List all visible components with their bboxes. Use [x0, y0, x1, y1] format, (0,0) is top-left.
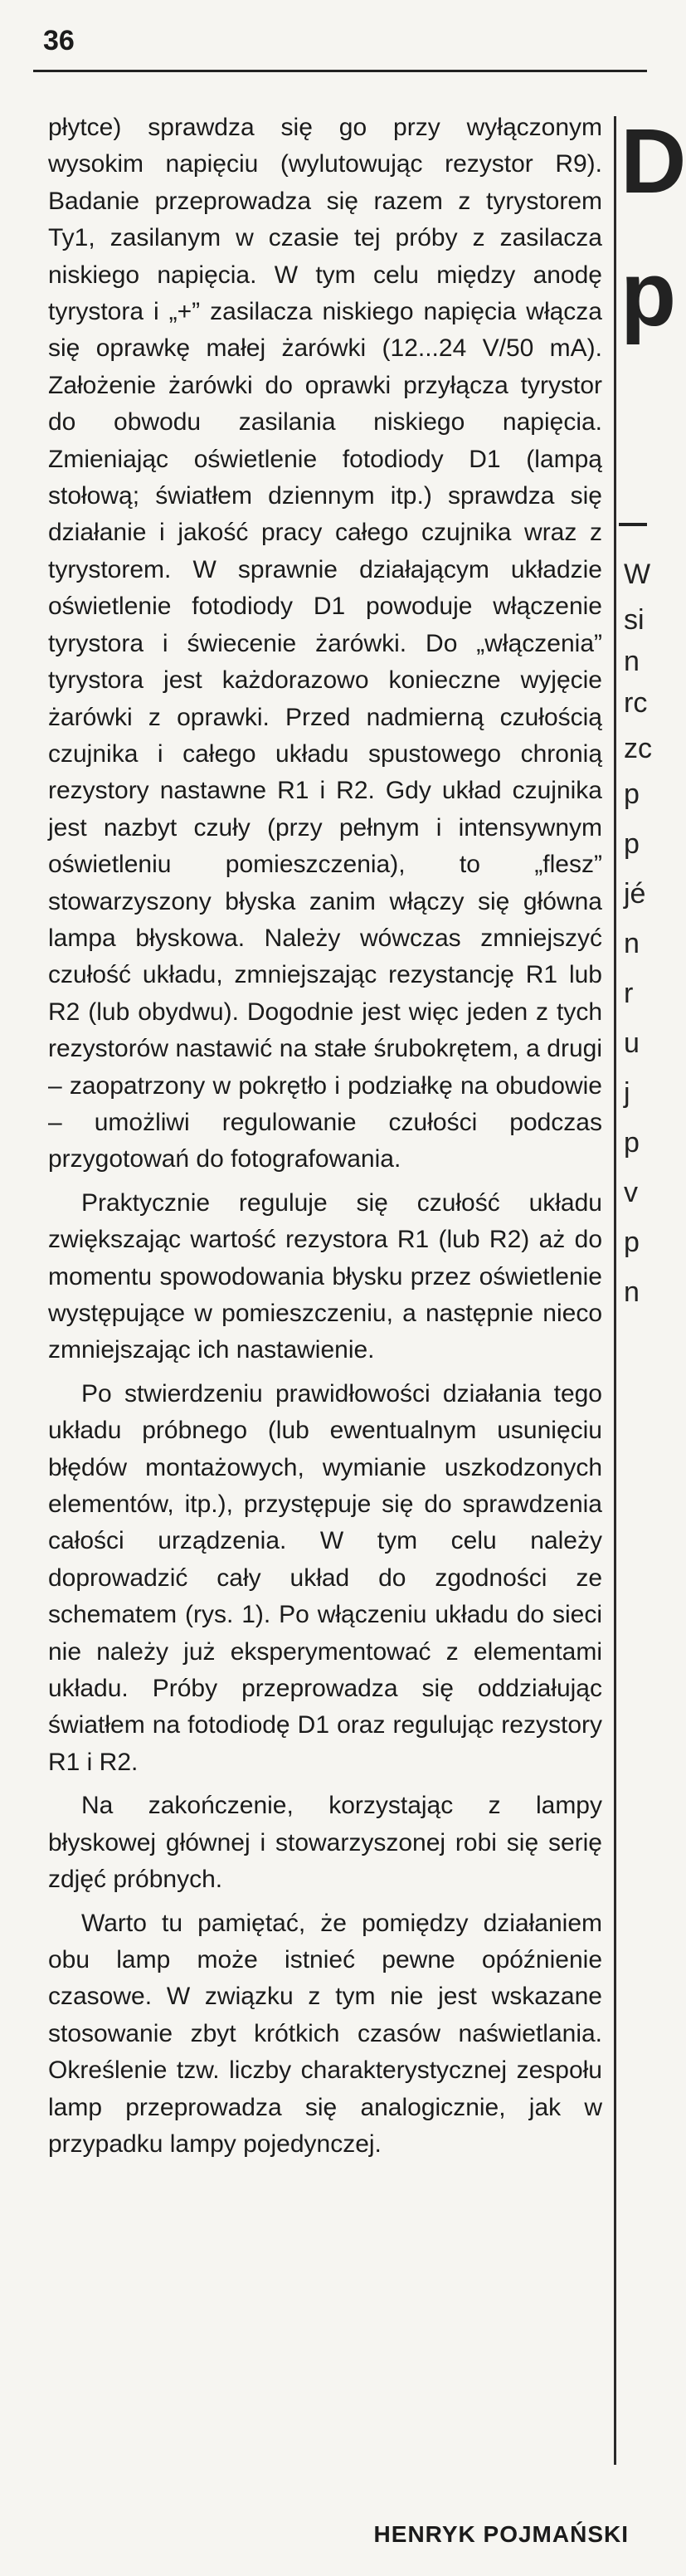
- paragraph-1: płytce) sprawdza się go przy wyłączonym wysokim napięciu (wylutowując rezystor R9). Badanie przeprowadza się razem z tyrystorem Ty1, zasilanym w czasie tej próby z zasilacza niskiego napięcia. W tym celu między anodę tyrystora i „+” zasilacza niskiego napięcia włącza się oprawkę małej żarówki (12...24 V/50 mA). Założenie żarówki do oprawki przyłącza tyrystor do obwodu zasilania niskiego napięcia. Zmieniając oświetlenie fotodiody D1 (lampą stołową; światłem dziennym itp.) sprawdza się działanie i jakość pracy całego czujnika wraz z tyrystorem. W sprawnie działającym układzie oświetlenie fotodiody D1 powoduje włączenie tyrystora i świecenie żarówki. Do „włączenia” tyrystora jest każdorazowo konieczne wyjęcie żarówki z oprawki. Przed nadmierną czułością czujnika i całego układu spustowego chronią rezystory nastawne R1 i R2. Gdy układ czujnika jest nazbyt czuły (przy pełnym i intensywnym oświetleniu pomieszczenia), to „flesz” stowarzyszony błyska zanim włączy się główna lampa błyskowa. Należy wówczas zmniejszyć czułość układu, zmniejszając rezystancję R1 lub R2 (lub obydwu). Dogodnie jest więc jeden z tych rezystorów nastawić na stałe śrubokrętem, a drugi – zaopatrzony w pokrętło i podziałkę na obudowie – umożliwi regulowanie czułości podczas przygotowań do fotografowania.: [48, 114, 602, 1173]
- paragraph-5: Warto tu pamiętać, że pomiędzy działaniem obu lamp może istnieć pewne opóźnienie czasowe. W związku z tym nie jest wskazane stosowanie zbyt krótkich czasów naświetlania. Określenie tzw. liczby charakterystycznej zespołu lamp przeprowadza się analogicznie, jak w przypadku lampy pojedynczej.: [48, 1909, 602, 2158]
- neighbor-letter: j: [624, 1077, 630, 1109]
- page-number: 36: [43, 25, 75, 56]
- neighbor-rule: [619, 523, 647, 526]
- neighbor-column-fragment: [619, 110, 686, 2440]
- paragraph-2: Praktycznie reguluje się czułość układu zwiększając wartość rezystora R1 (lub R2) aż do momentu spowodowania błysku przez oświetlenie występujące w pomieszczeniu, a następnie nieco zmniejszając ich nastawienie.: [48, 1188, 602, 1364]
- author-signature: HENRYK POJMAŃSKI: [373, 2521, 629, 2547]
- neighbor-letter: rc: [624, 687, 648, 719]
- neighbor-letter: u: [624, 1027, 640, 1059]
- neighbor-letter: W: [624, 559, 651, 590]
- neighbor-letter: p: [624, 1227, 640, 1258]
- neighbor-letter: zc: [624, 733, 652, 764]
- article-column: [48, 110, 602, 2163]
- neighbor-letter: n: [624, 1276, 640, 1308]
- paragraph-3: Po stwierdzeniu prawidłowości działania tego układu próbnego (lub ewentualnym usunięciu błędów montażowych, wymianie uszkodzonych elementów, itp.), przystępuje się do sprawdzenia całości urządzenia. W tym celu należy doprowadzić cały układ do zgodności ze schematem (rys. 1). Po włączeniu układu do sieci nie należy już eksperymentować z elementami układu. Próby przeprowadza się oddziałując światłem na fotodiodę D1 oraz regulując rezystory R1 i R2.: [48, 1379, 602, 1776]
- neighbor-heading-letter: p: [620, 243, 677, 345]
- neighbor-letter: si: [624, 604, 645, 636]
- neighbor-letter: n: [624, 646, 640, 677]
- neighbor-letter: jé: [624, 878, 646, 910]
- neighbor-letter: p: [624, 828, 640, 860]
- neighbor-letter: n: [624, 928, 640, 959]
- neighbor-letter: p: [624, 1127, 640, 1159]
- neighbor-letter: r: [624, 978, 634, 1009]
- paragraph-4: Na zakończenie, korzystając z lampy błyskowej głównej i stowarzyszonej robi się serię zdjęć próbnych.: [48, 1792, 602, 1894]
- neighbor-letter: p: [624, 778, 640, 810]
- neighbor-heading-letter: D: [620, 110, 686, 212]
- neighbor-letter: v: [624, 1177, 638, 1208]
- column-divider: [614, 116, 616, 2465]
- top-rule: [33, 70, 647, 72]
